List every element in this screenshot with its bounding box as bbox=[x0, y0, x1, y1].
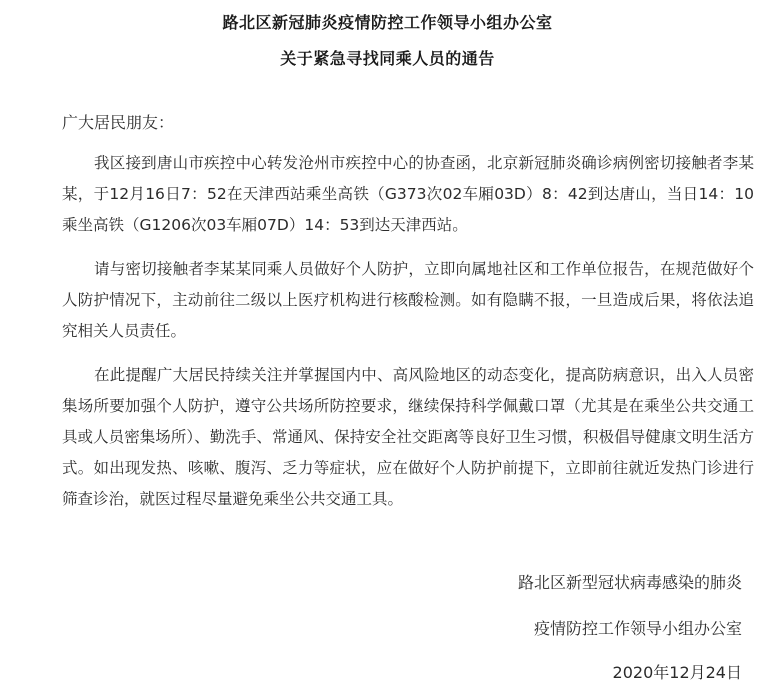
paragraph-contact-info: 我区接到唐山市疾控中心转发沧州市疾控中心的协查函，北京新冠肺炎确诊病例密切接触者李某某，于12月16日7：52在天津西站乘坐高铁（G373次02车厢03D）8：42到达唐山，当日14：10乘坐高铁（G1206次03车厢07D）14：53到达天津西站。 bbox=[62, 154, 754, 234]
greeting: 广大居民朋友： bbox=[62, 113, 175, 132]
signature-date: 2020年12月24日 bbox=[612, 663, 742, 682]
notice-issuer-title: 路北区新冠肺炎疫情防控工作领导小组办公室 bbox=[222, 13, 553, 32]
signature-line-1: 路北区新型冠状病毒感染的肺炎 bbox=[517, 573, 742, 592]
paragraph-reminder: 在此提醒广大居民持续关注并掌握国内中、高风险地区的动态变化，提高防病意识，出入人员密集场所要加强个人防护，遵守公共场所防控要求，继续保持科学佩戴口罩（尤其是在乘坐公共交通工具或人员密集场所）、勤洗手、常通风、保持安全社交距离等良好卫生习惯，积极倡导健康文明生活方式。如出现发热、咳嗽、腹泻、乏力等症状，应在做好个人防护前提下，立即前往就近发热门诊进行筛查诊治，就医过程尽量避免乘坐公共交通工具。 bbox=[62, 366, 754, 508]
notice-title: 关于紧急寻找同乘人员的通告 bbox=[280, 49, 495, 68]
signature-line-2: 疫情防控工作领导小组办公室 bbox=[533, 619, 742, 638]
paragraph-instructions: 请与密切接触者李某某同乘人员做好个人防护，立即向属地社区和工作单位报告，在规范做好个人防护情况下，主动前往二级以上医疗机构进行核酸检测。如有隐瞒不报，一旦造成后果，将依法追究相关人员责任。 bbox=[62, 260, 754, 340]
